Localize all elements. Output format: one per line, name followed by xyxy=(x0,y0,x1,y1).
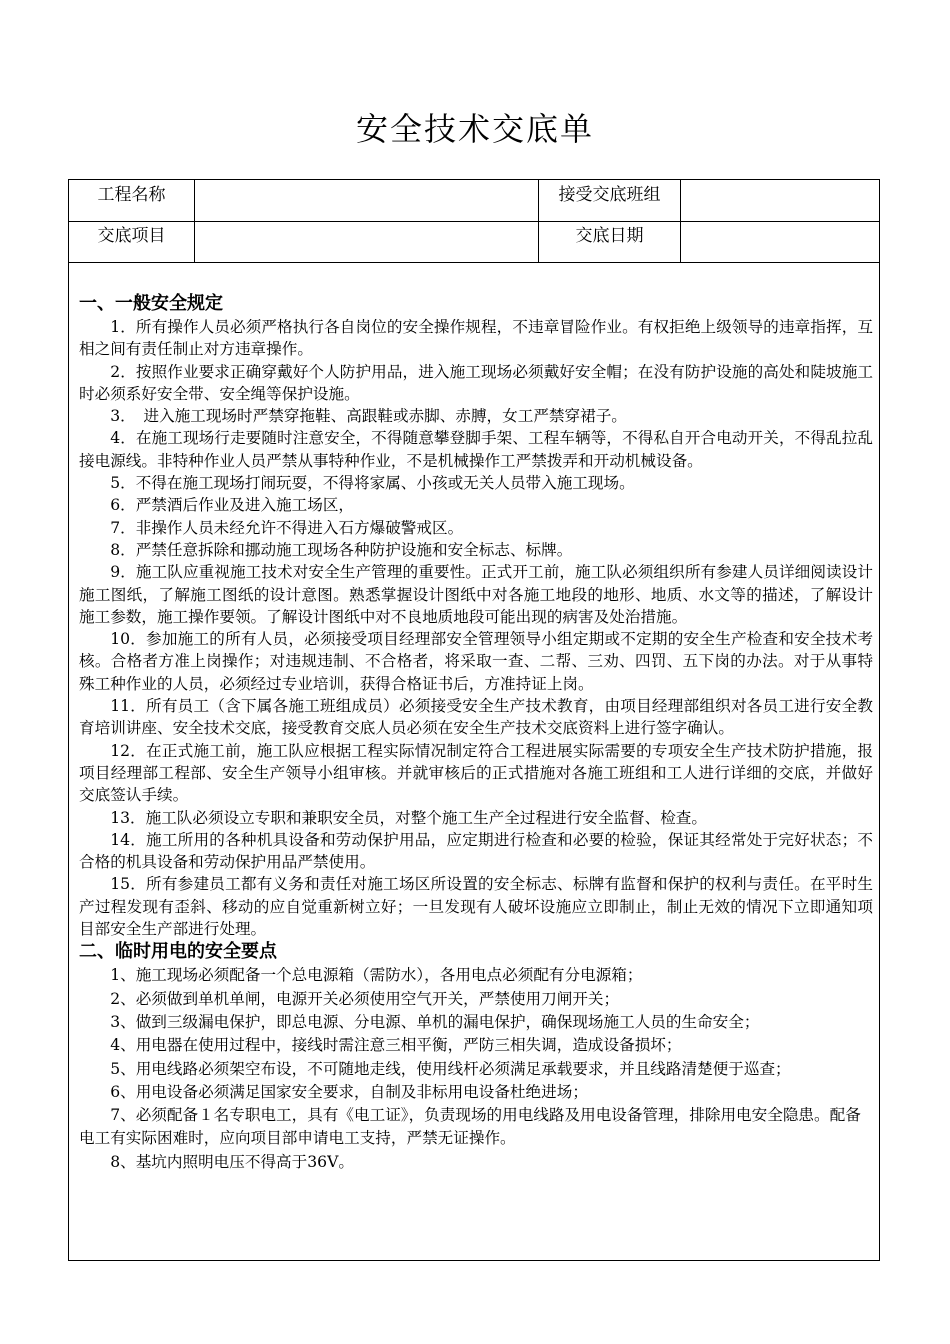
receiving-team-field[interactable] xyxy=(681,180,879,221)
rule-paragraph: 4．在施工现场行走要随时注意安全，不得随意攀登脚手架、工程车辆等，不得私自开合电动开关，不得乱拉乱接电源线。非特种作业人员严禁从事特种作业，不是机械操作工严禁拨弄和开动机械设备。 xyxy=(79,429,873,470)
section-heading-general-safety: 一、一般安全规定 xyxy=(79,293,223,314)
rule-paragraph: 7．非操作人员未经允许不得进入石方爆破警戒区。 xyxy=(110,518,464,537)
rule-paragraph: 11．所有员工（含下属各施工班组成员）必须接受安全生产技术教育，由项目经理部组织对各员工进行安全教育培训讲座、安全技术交底，接受教育交底人员必须在安全生产技术交底资料上进行签字确认。 xyxy=(79,697,873,738)
electric-rule-paragraph: 3、做到三级漏电保护，即总电源、分电源、单机的漏电保护，确保现场施工人员的生命安全； xyxy=(110,1012,760,1031)
rule-paragraph: 14．施工所用的各种机具设备和劳动保护用品，应定期进行检查和必要的检验，保证其经常处于完好状态；不合格的机具设备和劳动保护用品严禁使用。 xyxy=(79,830,873,872)
electric-rule-paragraph: 6、用电设备必须满足国家安全要求，自制及非标用电设备杜绝进场； xyxy=(110,1082,588,1101)
header-row-2 xyxy=(69,221,879,263)
disclosure-form xyxy=(68,179,880,1261)
disclosure-content xyxy=(79,288,873,1174)
disclosure-item-label: 交底项目 xyxy=(69,221,195,262)
document-title: 安全技术交底单 xyxy=(355,110,594,148)
rule-paragraph: 8．严禁任意拆除和挪动施工现场各种防护设施和安全标志、标牌。 xyxy=(110,540,573,559)
rule-paragraph: 3． 进入施工现场时严禁穿拖鞋、高跟鞋或赤脚、赤膊，女工严禁穿裙子。 xyxy=(110,407,627,426)
section-heading-temporary-electricity: 二、临时用电的安全要点 xyxy=(79,941,277,963)
project-name-field[interactable] xyxy=(195,180,539,221)
receiving-team-label: 接受交底班组 xyxy=(539,180,681,221)
disclosure-date-field[interactable] xyxy=(681,221,879,262)
project-name-label: 工程名称 xyxy=(69,180,195,221)
rule-paragraph: 9．施工队应重视施工技术对安全生产管理的重要性。正式开工前，施工队必须组织所有参建人员详细阅读设计施工图纸，了解施工图纸的设计意图。熟悉掌握设计图纸中对各施工地段的地形、地质、水文等的描述，了解设计施工参数，施工操作要领。了解设计图纸中对不良地质地段可能出现的病害及处治措施。 xyxy=(79,563,873,626)
disclosure-item-field[interactable] xyxy=(195,221,539,262)
electric-rule-paragraph: 8、基坑内照明电压不得高于36V。 xyxy=(110,1152,354,1171)
rule-paragraph: 10．参加施工的所有人员，必须接受项目经理部安全管理领导小组定期或不定期的安全生产检查和安全技术考核。合格者方准上岗操作；对违规违制、不合格者，将采取一查、二帮、三劝、四罚、五下岗的办法。对于从事特殊工种作业的人员，必须经过专业培训，获得合格证书后，方准持证上岗。 xyxy=(79,630,873,693)
disclosure-date-label: 交底日期 xyxy=(539,221,681,262)
electric-rule-paragraph: 7、必须配备１名专职电工，具有《电工证》，负责现场的用电线路及用电设备管理，排除用电安全隐患。配备电工有实际困难时，应向项目部申请电工支持，严禁无证操作。 xyxy=(79,1106,861,1148)
electric-rule-paragraph: 4、用电器在使用过程中，接线时需注意三相平衡，严防三相失调，造成设备损坏； xyxy=(110,1036,682,1055)
electric-rule-paragraph: 5、用电线路必须架空布设，不可随地走线，使用线杆必须满足承载要求，并且线路清楚便于巡查； xyxy=(110,1059,791,1078)
electric-rule-paragraph: 2、必须做到单机单闸，电源开关必须使用空气开关，严禁使用刀闸开关； xyxy=(110,989,620,1008)
header-row-1 xyxy=(69,180,879,222)
rule-paragraph: 2．按照作业要求正确穿戴好个人防护用品，进入施工现场必须戴好安全帽；在没有防护设施的高处和陡坡施工时必须系好安全带、安全绳等保护设施。 xyxy=(79,362,873,403)
rule-paragraph: 15．所有参建员工都有义务和责任对施工场区所设置的安全标志、标牌有监督和保护的权利与责任。在平时生产过程发现有歪斜、移动的应自觉重新树立好；一旦发现有人破坏设施应立即制止，制止无效的情况下立即通知项目部安全生产部进行处理。 xyxy=(79,875,873,939)
rule-paragraph: 1．所有操作人员必须严格执行各自岗位的安全操作规程，不违章冒险作业。有权拒绝上级领导的违章指挥，互相之间有责任制止对方违章操作。 xyxy=(79,318,873,359)
rule-paragraph: 6．严禁酒后作业及进入施工场区， xyxy=(110,496,355,515)
electric-rule-paragraph: 1、施工现场必须配备一个总电源箱（需防水），各用电点必须配有分电源箱； xyxy=(110,966,643,985)
rule-paragraph: 5．不得在施工现场打闹玩耍，不得将家属、小孩或无关人员带入施工现场。 xyxy=(110,474,635,493)
rule-paragraph: 13．施工队必须设立专职和兼职安全员，对整个施工生产全过程进行安全监督、检查。 xyxy=(110,808,707,827)
rule-paragraph: 12．在正式施工前，施工队应根据工程实际情况制定符合工程进展实际需要的专项安全生产技术防护措施，报项目经理部工程部、安全生产领导小组审核。并就审核后的正式措施对各施工班组和工人进行详细的交底，并做好交底签认手续。 xyxy=(79,741,873,805)
